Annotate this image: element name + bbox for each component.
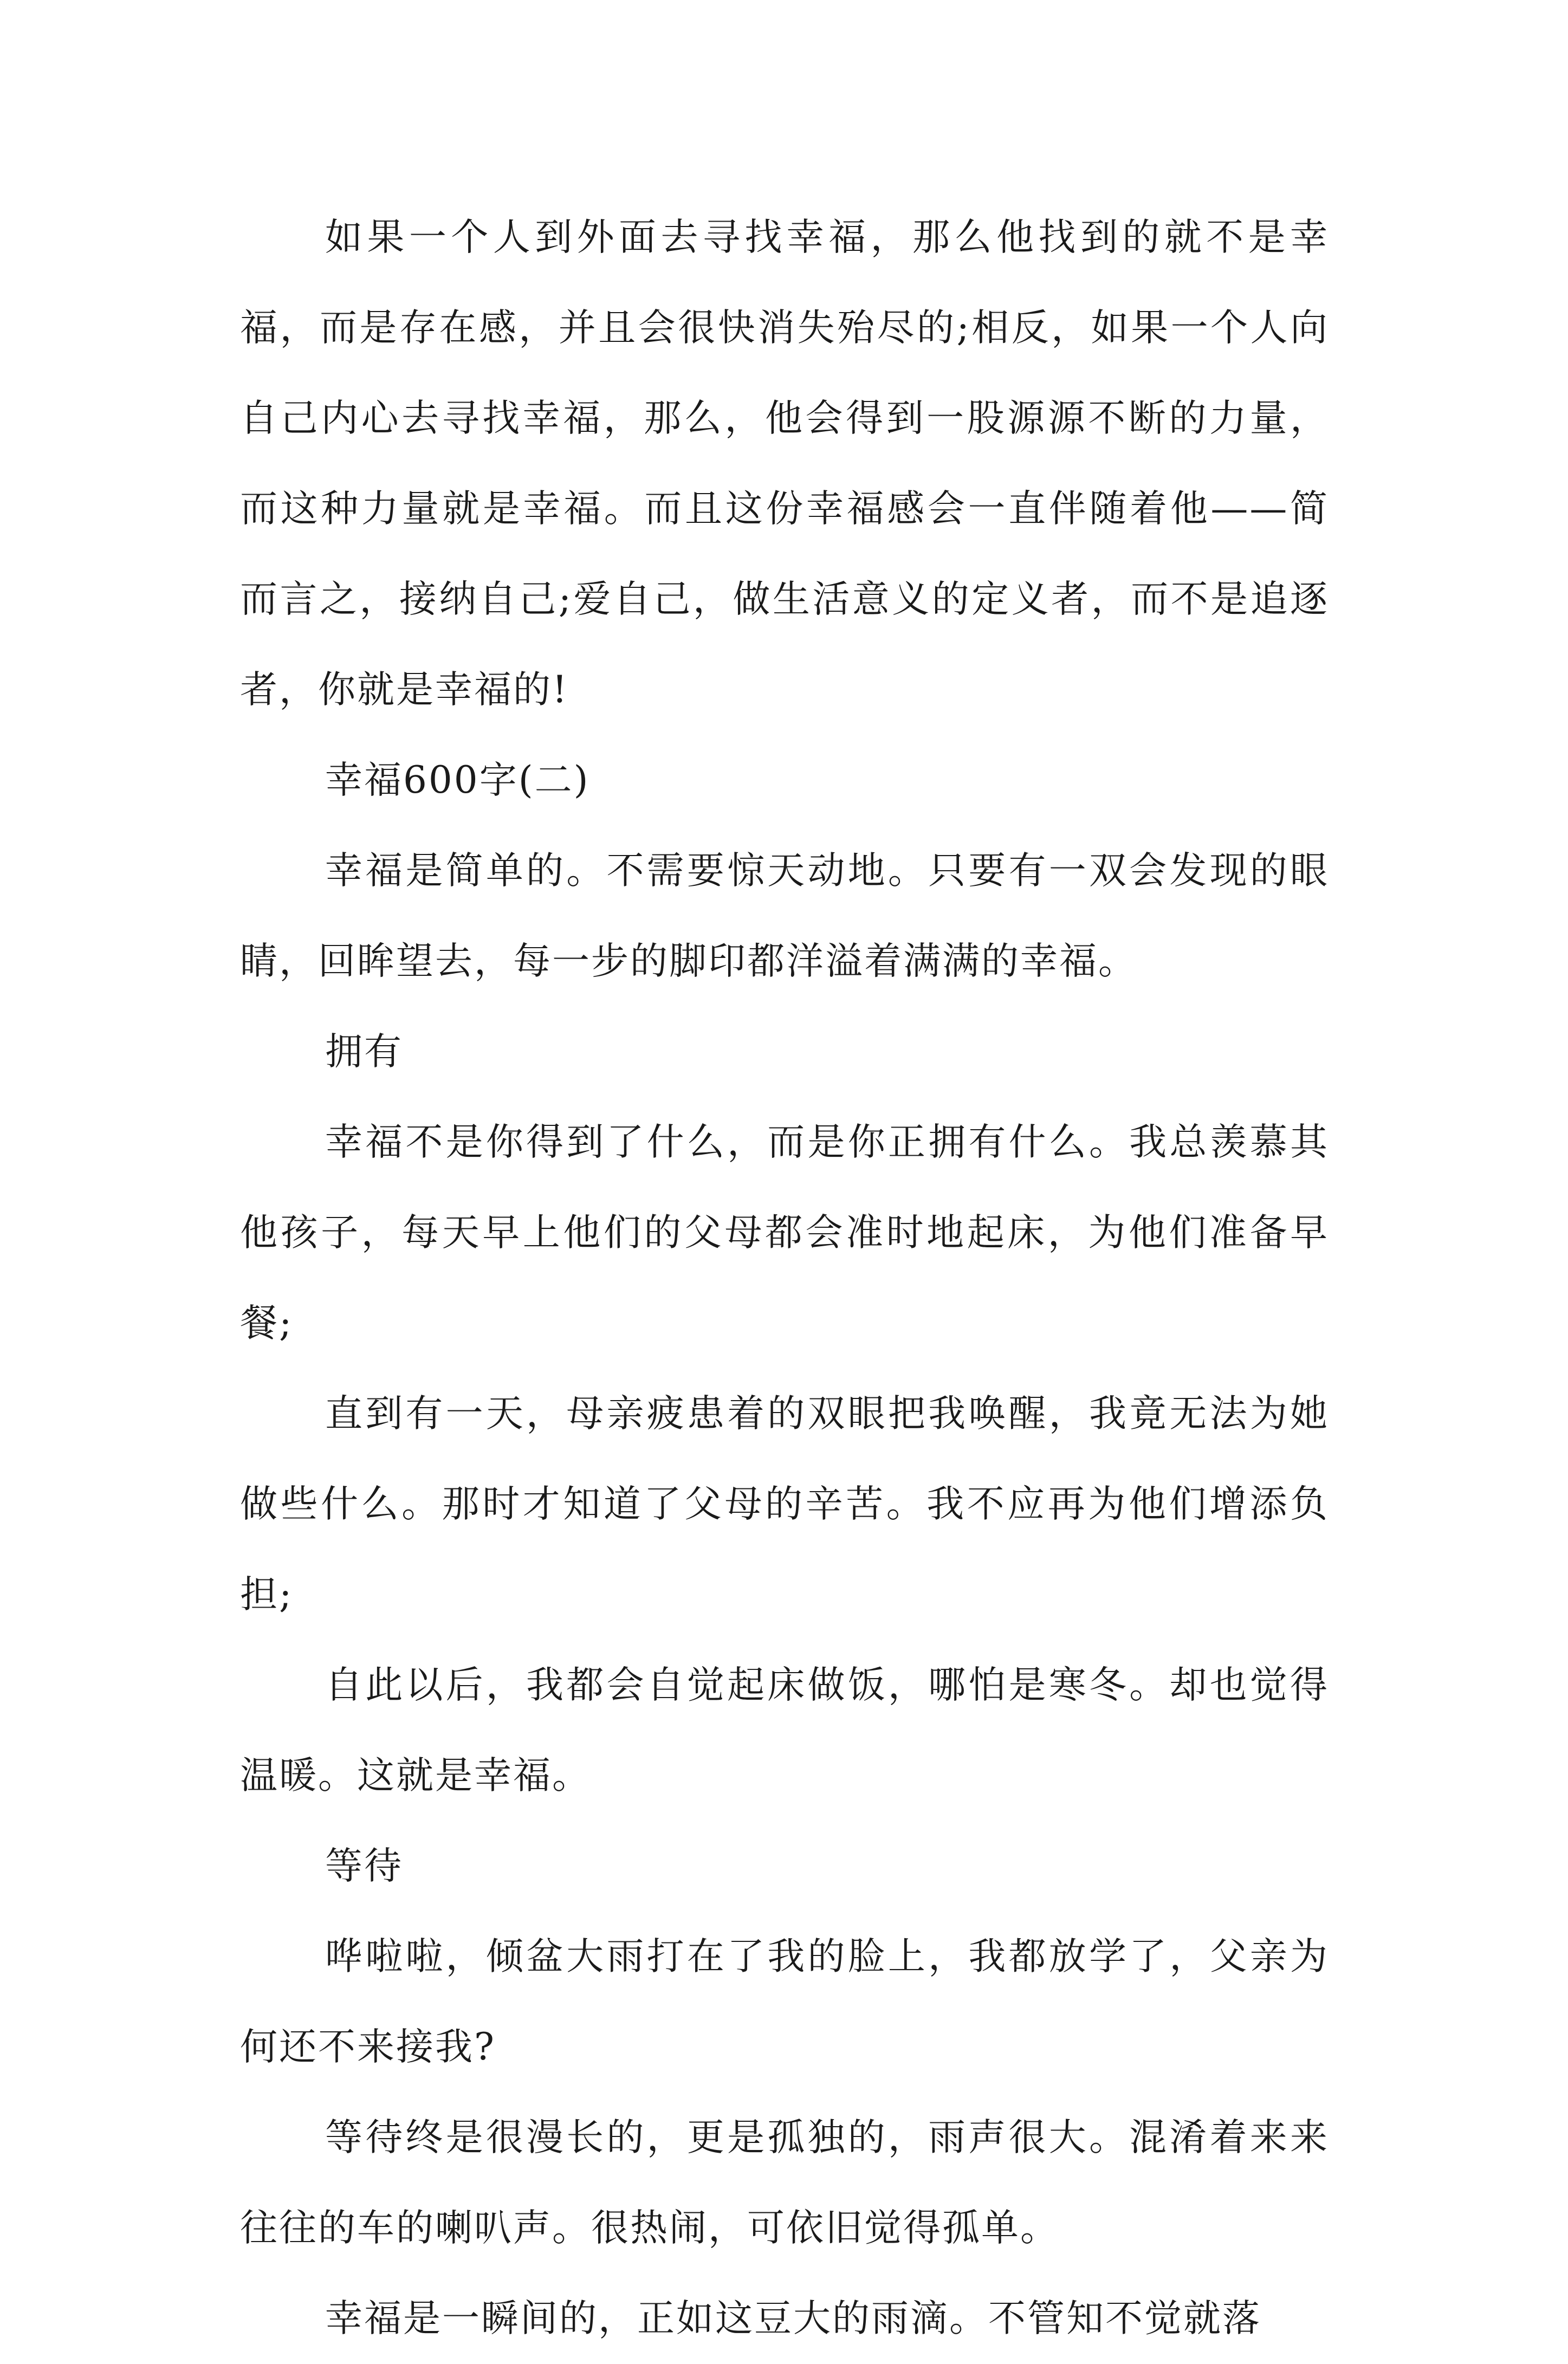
paragraph-4: 直到有一天，母亲疲患着的双眼把我唤醒，我竟无法为她做些什么。那时才知道了父母的辛苦。我不应再为他们增添负担;: [240, 1392, 1329, 1616]
paragraph-3: 幸福不是你得到了什么，而是你正拥有什么。我总羡慕其他孩子，每天早上他们的父母都会准时地起床，为他们准备早餐;: [240, 1121, 1329, 1345]
paragraph-2: 幸福是简单的。不需要惊天动地。只要有一双会发现的眼睛，回眸望去，每一步的脚印都洋溢着满满的幸福。: [240, 849, 1329, 983]
paragraph-5: 自此以后，我都会自觉起床做饭，哪怕是寒冬。却也觉得温暖。这就是幸福。: [240, 1663, 1329, 1797]
paragraph-1: 如果一个人到外面去寻找幸福，那么他找到的就不是幸福，而是存在感，并且会很快消失殆尽的;相反，如果一个人向自己内心去寻找幸福，那么，他会得到一股源源不断的力量，而这种力量就是幸福。而且这份幸福感会一直伴随着他——简而言之，接纳自己;爱自己，做生活意义的定义者，而不是追逐者，你就是幸福的!: [240, 216, 1329, 711]
document-body: [240, 192, 1329, 2364]
paragraph-7: 等待终是很漫长的，更是孤独的，雨声很大。混淆着来来往往的车的喇叭声。很热闹，可依旧觉得孤单。: [240, 2116, 1329, 2250]
subheading-waiting: 等待: [325, 1844, 403, 1888]
section-title-happiness-2: 幸福600字(二): [325, 759, 590, 802]
paragraph-8: 幸福是一瞬间的，正如这豆大的雨滴。不管知不觉就落: [325, 2297, 1261, 2340]
subheading-possess: 拥有: [325, 1030, 403, 1073]
paragraph-6: 哗啦啦，倾盆大雨打在了我的脸上，我都放学了，父亲为何还不来接我?: [240, 1935, 1329, 2069]
